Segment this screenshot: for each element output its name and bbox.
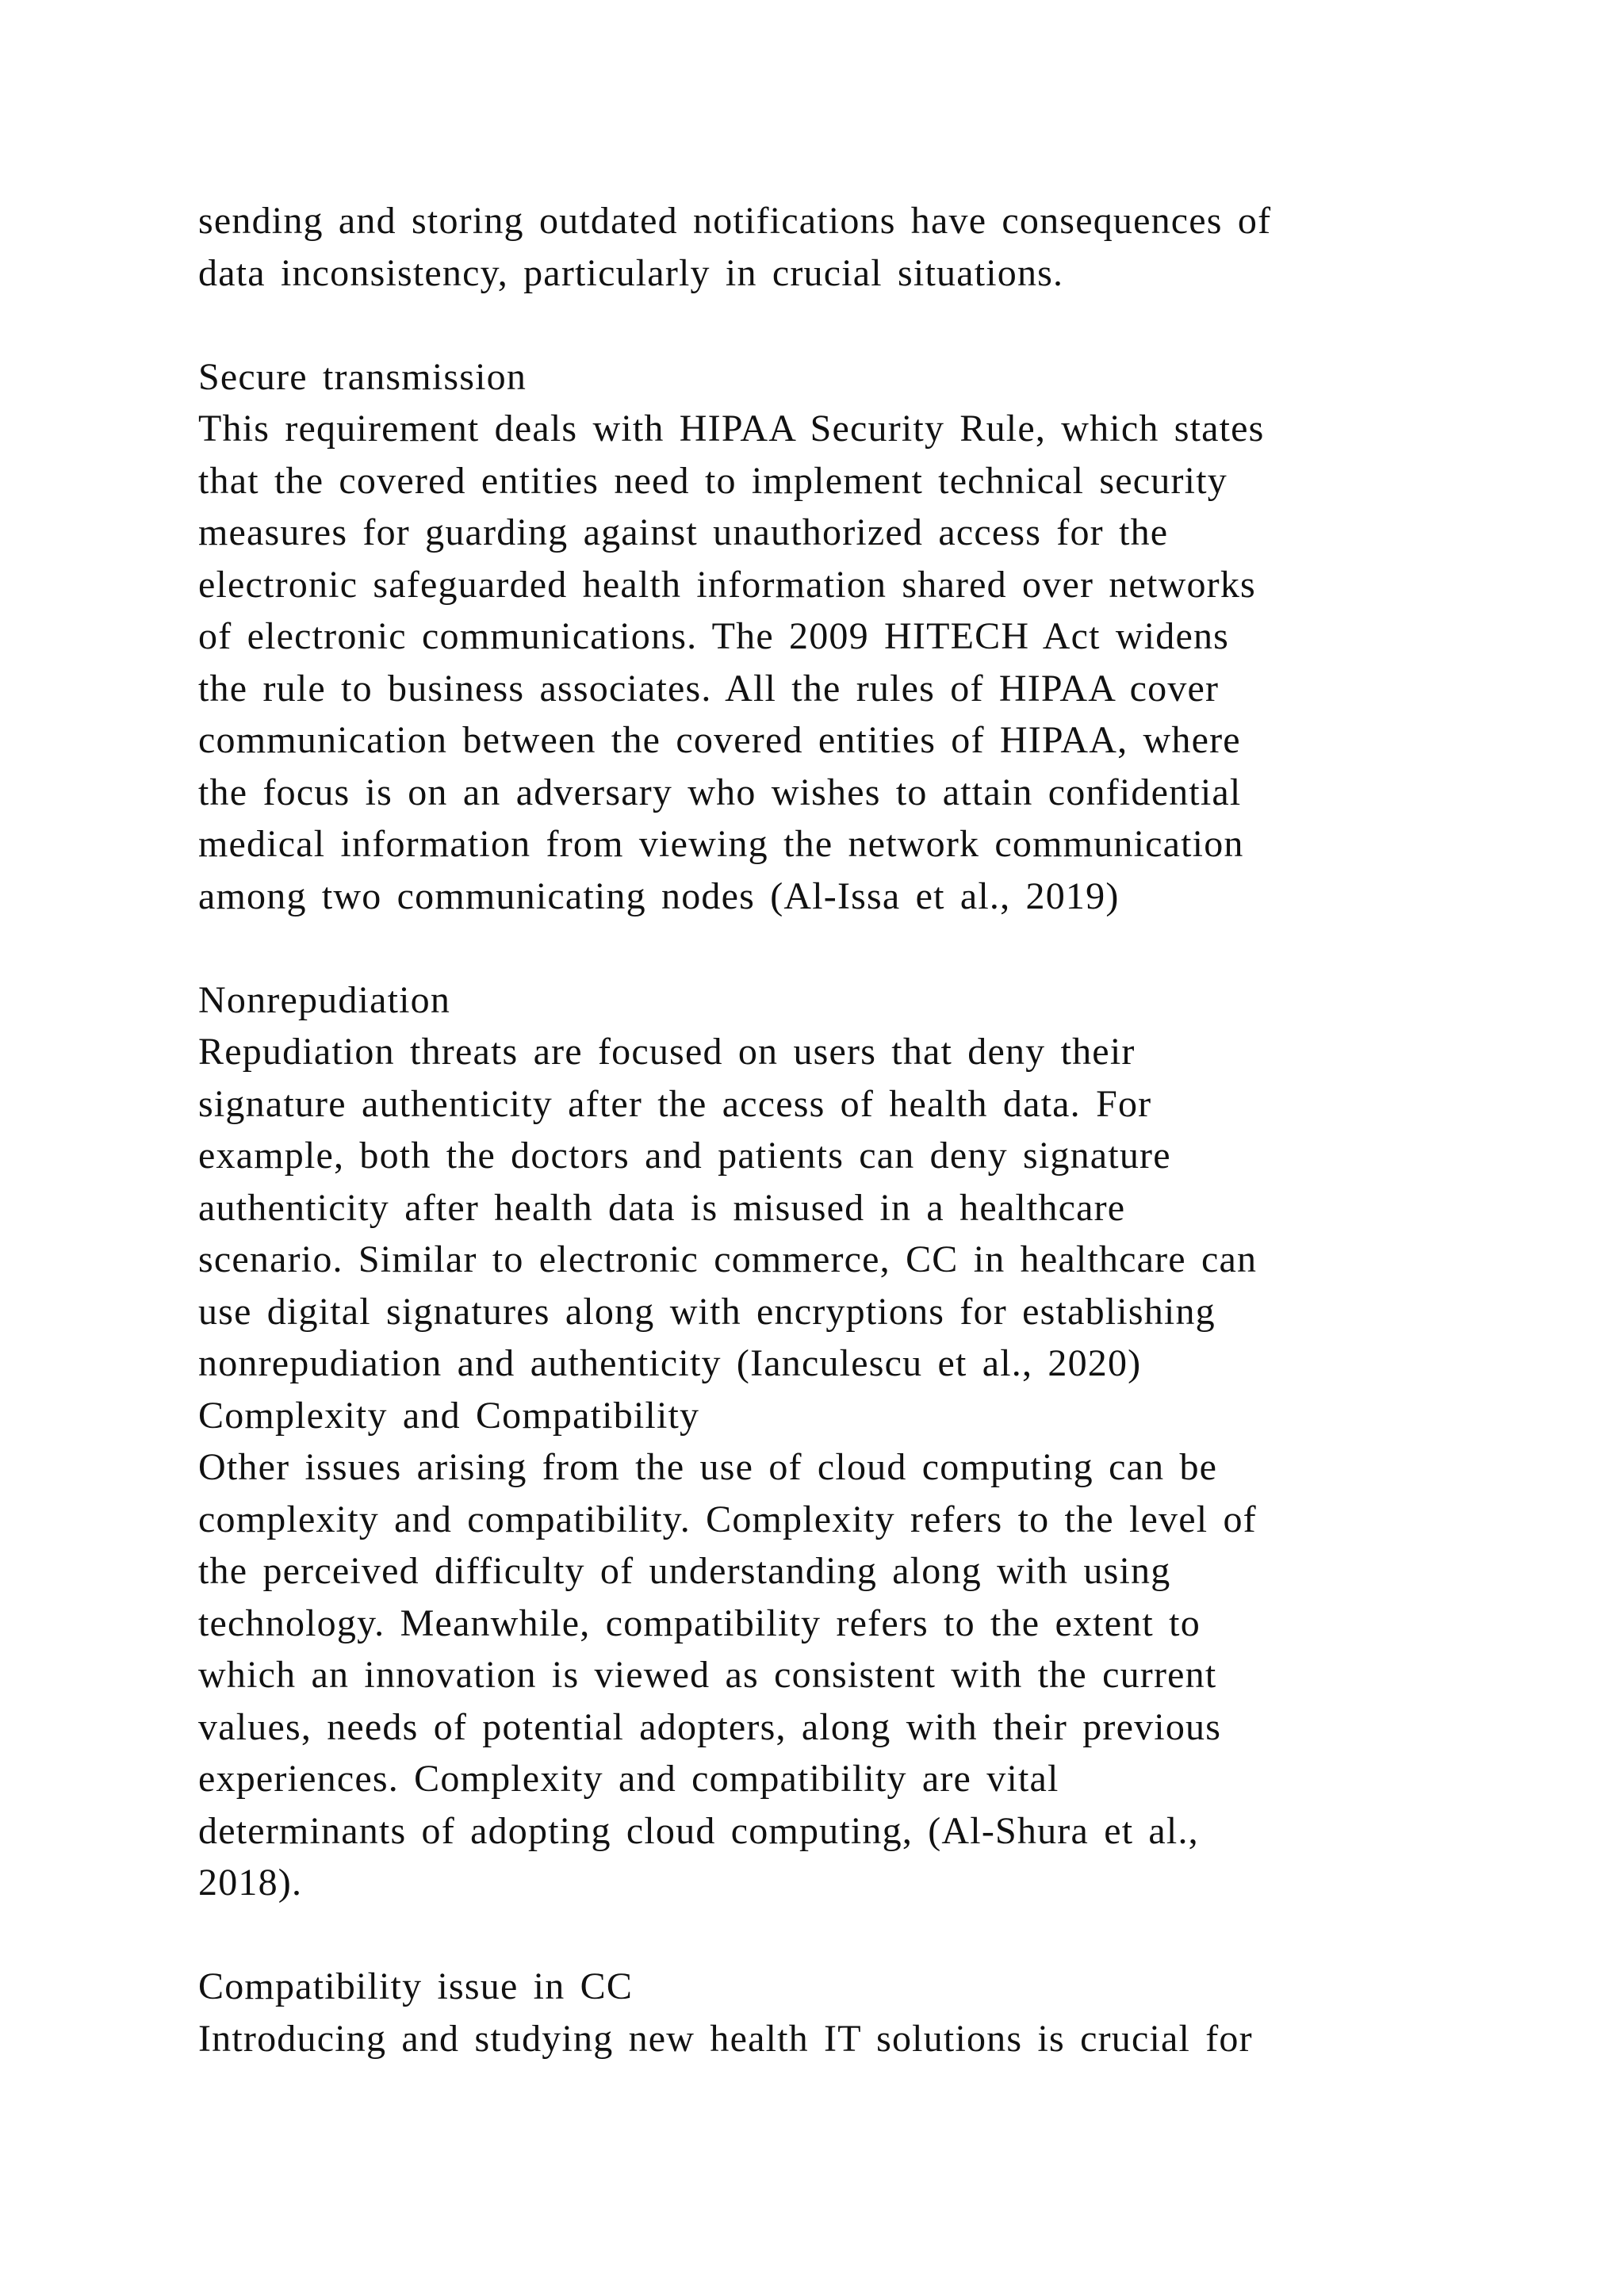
section-heading-complexity-compatibility: Complexity and Compatibility [198,1394,700,1437]
text-line: the perceived difficulty of understanding along with using [198,1550,1171,1592]
text-line: values, needs of potential adopters, along with their previous [198,1705,1222,1748]
text-line: electronic safeguarded health information shared over networks [198,563,1256,606]
text-line: use digital signatures along with encryptions for establishing [198,1290,1216,1333]
section-heading-compatibility-issue: Compatibility issue in CC [198,1965,634,2007]
text-line: sending and storing outdated notifications have consequences of [198,200,1272,242]
text-line: communication between the covered entities of HIPAA, where [198,719,1241,761]
text-line: which an innovation is viewed as consistent with the current [198,1654,1217,1696]
document-body [198,195,1499,2064]
text-line: example, both the doctors and patients can deny signature [198,1135,1171,1177]
text-line: the focus is on an adversary who wishes to attain confidential [198,771,1242,813]
section-heading-secure-transmission: Secure transmission [198,355,527,398]
text-line: that the covered entities need to implement technical security [198,459,1228,502]
section-heading-nonrepudiation: Nonrepudiation [198,978,451,1021]
blank-line [198,922,1499,974]
text-line: nonrepudiation and authenticity (Ianculescu et al., 2020) [198,1342,1142,1384]
text-line: scenario. Similar to electronic commerce, CC in healthcare can [198,1238,1258,1280]
text-line: determinants of adopting cloud computing, (Al-Shura et al., [198,1809,1199,1852]
text-line: Repudiation threats are focused on users that deny their [198,1031,1136,1073]
text-line: This requirement deals with HIPAA Security Rule, which states [198,408,1265,450]
text-line: signature authenticity after the access of health data. For [198,1082,1152,1125]
text-line: 2018). [198,1862,303,1904]
text-line: Other issues arising from the use of cloud computing can be [198,1446,1218,1488]
text-line: technology. Meanwhile, compatibility refers to the extent to [198,1601,1201,1644]
text-line: among two communicating nodes (Al-Issa et al., 2019) [198,874,1120,917]
text-line: Introducing and studying new health IT solutions is crucial for [198,2017,1253,2060]
text-line: data inconsistency, particularly in crucial situations. [198,251,1064,294]
blank-line [198,299,1499,351]
text-line: the rule to business associates. All the rules of HIPAA cover [198,667,1220,710]
text-line: measures for guarding against unauthorized access for the [198,511,1169,553]
text-line: authenticity after health data is misused in a healthcare [198,1186,1126,1229]
text-line: medical information from viewing the network communication [198,823,1244,865]
text-line: experiences. Complexity and compatibility are vital [198,1758,1059,1800]
blank-line [198,1909,1499,1961]
text-line: of electronic communications. The 2009 HITECH Act widens [198,615,1230,657]
text-line: complexity and compatibility. Complexity refers to the level of [198,1498,1257,1540]
